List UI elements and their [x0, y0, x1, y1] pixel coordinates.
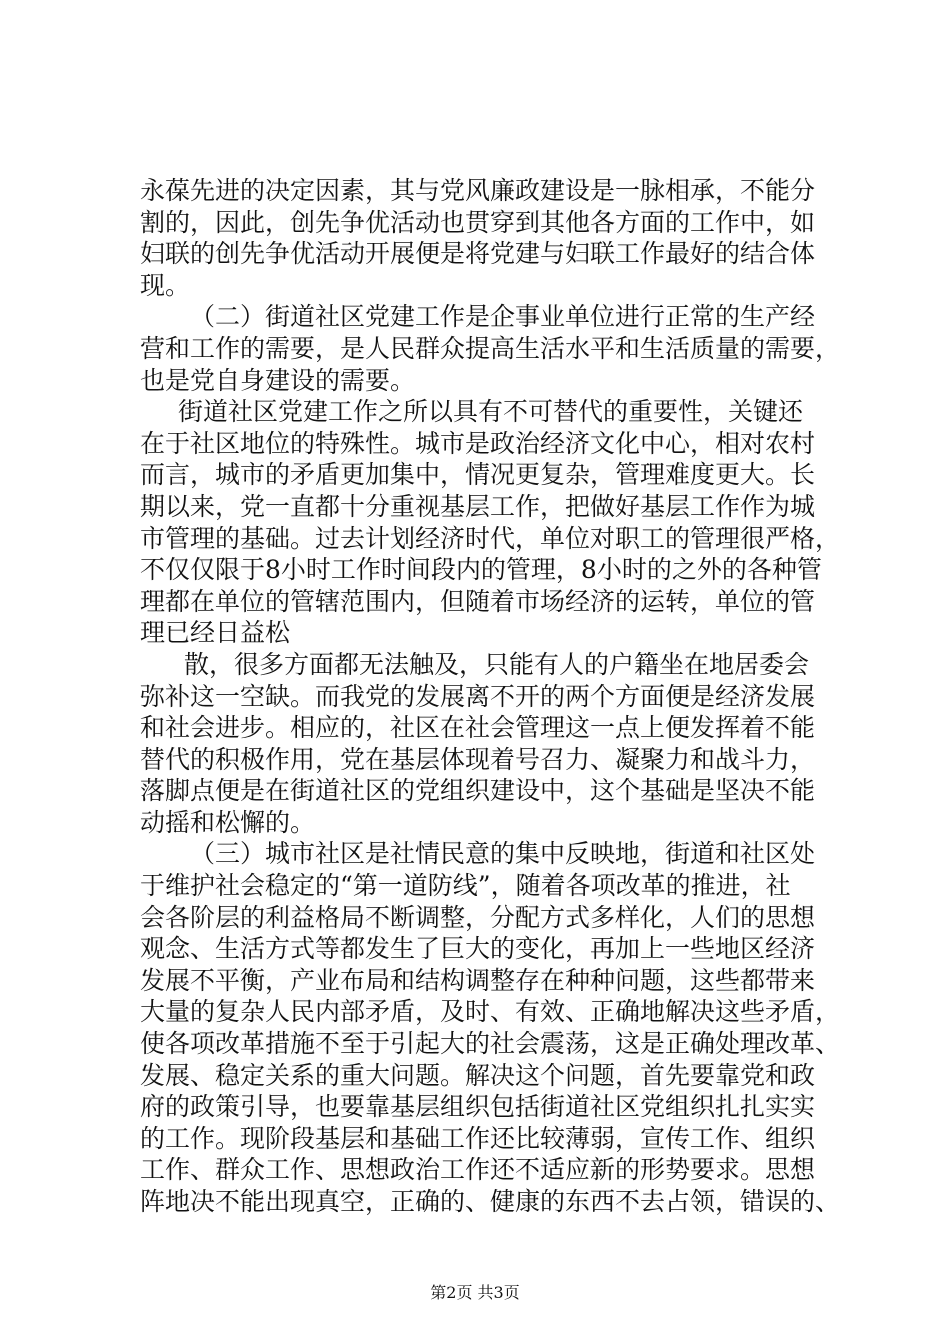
paragraph-5 [140, 838, 852, 1217]
text-line: 散，很多方面都无法触及，只能有人的户籍坐在地居委会 [184, 649, 810, 679]
text-line: 会各阶层的利益格局不断调整，分配方式多样化，人们的思想 [140, 902, 816, 932]
text-line: 弥补这一空缺。而我党的发展离不开的两个方面便是经济发展 [140, 681, 816, 711]
text-line: （三）城市社区是社情民意的集中反映地，街道和社区处 [190, 839, 816, 869]
paragraph-3 [140, 396, 852, 649]
document-body [140, 175, 852, 1218]
text-line: 的工作。现阶段基层和基础工作还比较薄弱，宣传工作、组织 [140, 1123, 816, 1153]
paragraph-4 [140, 649, 852, 839]
text-line: 观念、生活方式等都发生了巨大的变化，再加上一些地区经济 [140, 934, 816, 964]
text-line: 理已经日益松 [140, 618, 291, 648]
page-number-label: 第2页 共3页 [430, 1283, 520, 1302]
text-line: 期以来，党一直都十分重视基层工作，把做好基层工作作为城 [140, 491, 816, 521]
page-footer [0, 1280, 950, 1303]
text-line: 妇联的创先争优活动开展便是将党建与妇联工作最好的结合体 [140, 239, 816, 269]
text-line: 府的政策引导，也要靠基层组织包括街道社区党组织扎扎实实 [140, 1092, 816, 1122]
text-line: 割的，因此，创先争优活动也贯穿到其他各方面的工作中，如 [140, 207, 816, 237]
text-line: 也是党自身建设的需要。 [140, 365, 416, 395]
text-line: 不仅仅限于8小时工作时间段内的管理，8小时的之外的各种管 [140, 555, 822, 585]
text-line: 街道社区党建工作之所以具有不可替代的重要性，关键还 [178, 397, 804, 427]
text-line: 落脚点便是在街道社区的党组织建设中，这个基础是坚决不能 [140, 776, 816, 806]
text-line: 大量的复杂人民内部矛盾，及时、有效、正确地解决这些矛盾， [140, 997, 841, 1027]
text-line: 工作、群众工作、思想政治工作还不适应新的形势要求。思想 [140, 1155, 816, 1185]
text-line: 而言，城市的矛盾更加集中，情况更复杂，管理难度更大。长 [140, 460, 816, 490]
text-line: 发展不平衡，产业布局和结构调整存在种种问题，这些都带来 [140, 965, 816, 995]
text-line: （二）街道社区党建工作是企事业单位进行正常的生产经 [190, 302, 816, 332]
text-line: 使各项改革措施不至于引起大的社会震荡，这是正确处理改革、 [140, 1029, 841, 1059]
text-line: 现。 [140, 270, 191, 300]
paragraph-2 [140, 301, 852, 396]
text-line: 替代的积极作用，党在基层体现着号召力、凝聚力和战斗力， [140, 744, 816, 774]
text-line: 在于社区地位的特殊性。城市是政治经济文化中心，相对农村 [140, 428, 816, 458]
text-line: 理都在单位的管辖范围内，但随着市场经济的运转，单位的管 [140, 586, 816, 616]
text-line: 永葆先进的决定因素，其与党风廉政建设是一脉相承，不能分 [140, 176, 816, 205]
text-line: 于维护社会稳定的“第一道防线”，随着各项改革的推进，社 [140, 871, 791, 901]
paragraph-1 [140, 175, 852, 301]
text-line: 和社会进步。相应的，社区在社会管理这一点上便发挥着不能 [140, 713, 816, 743]
text-line: 营和工作的需要，是人民群众提高生活水平和生活质量的需要， [140, 333, 841, 363]
text-line: 阵地决不能出现真空，正确的、健康的东西不去占领，错误的、 [140, 1187, 841, 1216]
text-line: 市管理的基础。过去计划经济时代，单位对职工的管理很严格， [140, 523, 841, 553]
text-line: 动摇和松懈的。 [140, 807, 316, 837]
text-line: 发展、稳定关系的重大问题。解决这个问题，首先要靠党和政 [140, 1060, 816, 1090]
